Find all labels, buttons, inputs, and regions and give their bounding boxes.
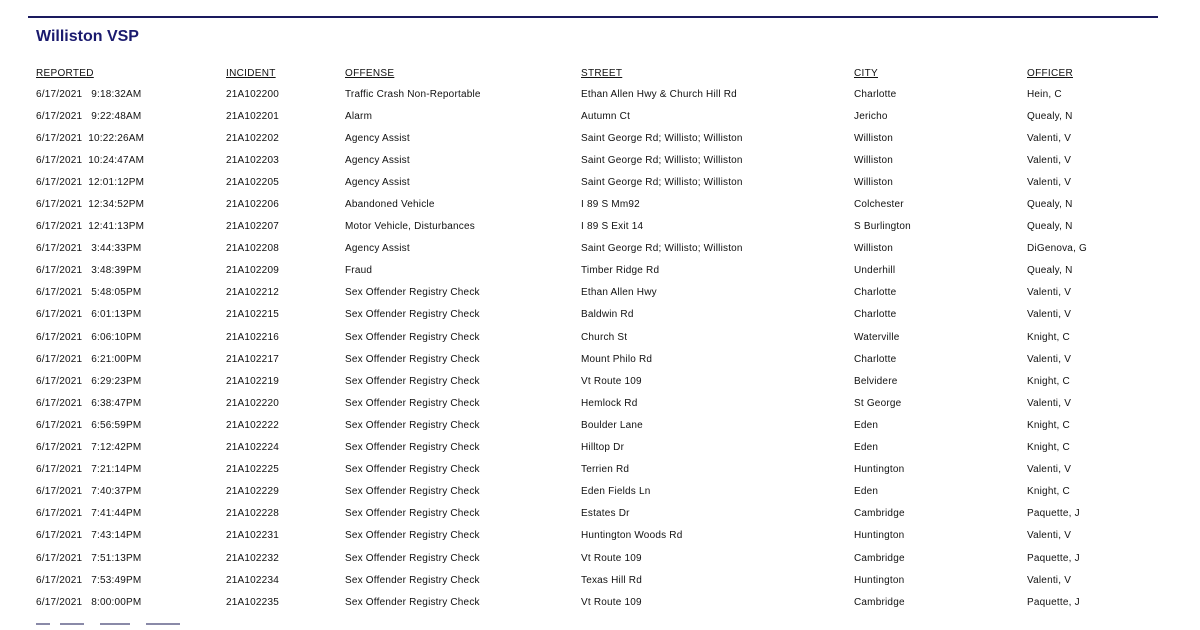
cell-offense: Agency Assist — [345, 132, 410, 144]
cell-city: St George — [854, 397, 902, 409]
cell-officer: Paquette, J — [1027, 552, 1080, 564]
page-edge-fragment — [0, 623, 190, 630]
cell-city: Colchester — [854, 199, 904, 211]
cell-offense: Traffic Crash Non-Reportable — [345, 88, 481, 100]
cell-offense: Agency Assist — [345, 154, 410, 166]
cell-street: Eden Fields Ln — [581, 486, 651, 498]
table-row — [36, 459, 1166, 481]
cell-city: Eden — [854, 419, 879, 431]
cell-offense: Sex Offender Registry Check — [345, 309, 480, 321]
cell-city: Eden — [854, 442, 879, 454]
cell-offense: Agency Assist — [345, 243, 410, 255]
cell-incident: 21A102208 — [226, 243, 279, 255]
cell-officer: Valenti, V — [1027, 530, 1072, 542]
cell-street: Texas Hill Rd — [581, 574, 642, 586]
cell-incident: 21A102224 — [226, 442, 279, 454]
cell-reported: 6/17/2021 10:24:47AM — [36, 154, 145, 166]
cell-officer: Quealy, N — [1027, 110, 1073, 122]
cell-city: Charlotte — [854, 88, 897, 100]
table-row — [36, 193, 1166, 215]
cell-incident: 21A102203 — [226, 154, 279, 166]
cell-incident: 21A102201 — [226, 110, 279, 122]
cell-incident: 21A102217 — [226, 353, 279, 365]
cell-offense: Sex Offender Registry Check — [345, 375, 480, 387]
cell-offense: Sex Offender Registry Check — [345, 596, 480, 608]
cell-officer: Valenti, V — [1027, 464, 1072, 476]
cell-street: Baldwin Rd — [581, 309, 634, 321]
cell-city: Huntington — [854, 530, 905, 542]
cell-reported: 6/17/2021 6:21:00PM — [36, 353, 142, 365]
cell-officer: Quealy, N — [1027, 221, 1073, 233]
cell-incident: 21A102200 — [226, 88, 279, 100]
cell-reported: 6/17/2021 6:06:10PM — [36, 331, 142, 343]
cell-street: Saint George Rd; Willisto; Williston — [581, 176, 743, 188]
header-row — [36, 63, 1166, 83]
column-header-city: CITY — [854, 67, 878, 79]
cell-street: Church St — [581, 331, 628, 343]
cell-street: Timber Ridge Rd — [581, 265, 660, 277]
cell-reported: 6/17/2021 6:01:13PM — [36, 309, 142, 321]
cell-offense: Sex Offender Registry Check — [345, 287, 480, 299]
cell-offense: Sex Offender Registry Check — [345, 530, 480, 542]
cell-street: Vt Route 109 — [581, 596, 642, 608]
table-row — [36, 525, 1166, 547]
table-row — [36, 370, 1166, 392]
cell-offense: Motor Vehicle, Disturbances — [345, 221, 475, 233]
cell-city: Cambridge — [854, 596, 905, 608]
cell-offense: Sex Offender Registry Check — [345, 574, 480, 586]
table-row — [36, 238, 1166, 260]
cell-officer: DiGenova, G — [1027, 243, 1088, 255]
table-row — [36, 591, 1166, 613]
table-row — [36, 326, 1166, 348]
cell-incident: 21A102225 — [226, 464, 279, 476]
column-header-incident: INCIDENT — [226, 67, 276, 79]
cell-street: Estates Dr — [581, 508, 630, 520]
cell-officer: Knight, C — [1027, 419, 1070, 431]
table-row — [36, 171, 1166, 193]
cell-reported: 6/17/2021 3:48:39PM — [36, 265, 142, 277]
cell-reported: 6/17/2021 7:40:37PM — [36, 486, 142, 498]
table-row — [36, 437, 1166, 459]
cell-offense: Sex Offender Registry Check — [345, 508, 480, 520]
cell-street: Saint George Rd; Willisto; Williston — [581, 132, 743, 144]
cell-officer: Valenti, V — [1027, 353, 1072, 365]
cell-officer: Knight, C — [1027, 331, 1070, 343]
cell-officer: Knight, C — [1027, 442, 1070, 454]
cell-city: Charlotte — [854, 309, 897, 321]
cell-reported: 6/17/2021 7:51:13PM — [36, 552, 142, 564]
cell-reported: 6/17/2021 12:34:52PM — [36, 199, 145, 211]
cell-offense: Sex Offender Registry Check — [345, 486, 480, 498]
cell-offense: Alarm — [345, 110, 373, 122]
cell-city: Cambridge — [854, 552, 905, 564]
cell-city: Belvidere — [854, 375, 898, 387]
cell-officer: Valenti, V — [1027, 574, 1072, 586]
cell-street: Ethan Allen Hwy & Church Hill Rd — [581, 88, 737, 100]
table-row — [36, 503, 1166, 525]
table-row — [36, 282, 1166, 304]
table-row — [36, 547, 1166, 569]
cell-city: Waterville — [854, 331, 900, 343]
cell-offense: Sex Offender Registry Check — [345, 331, 480, 343]
cell-reported: 6/17/2021 9:18:32AM — [36, 88, 142, 100]
cell-city: S Burlington — [854, 221, 911, 233]
cell-offense: Abandoned Vehicle — [345, 199, 435, 211]
cell-city: Williston — [854, 154, 894, 166]
cell-street: Autumn Ct — [581, 110, 631, 122]
cell-street: I 89 S Exit 14 — [581, 221, 644, 233]
cell-city: Jericho — [854, 110, 888, 122]
column-header-officer: OFFICER — [1027, 67, 1073, 79]
cell-street: Terrien Rd — [581, 464, 630, 476]
column-header-reported: REPORTED — [36, 67, 94, 79]
table-row — [36, 414, 1166, 436]
cell-incident: 21A102229 — [226, 486, 279, 498]
cell-officer: Paquette, J — [1027, 596, 1080, 608]
cell-street: Ethan Allen Hwy — [581, 287, 657, 299]
cell-city: Cambridge — [854, 508, 905, 520]
cell-incident: 21A102205 — [226, 176, 279, 188]
cell-city: Charlotte — [854, 353, 897, 365]
cell-incident: 21A102234 — [226, 574, 279, 586]
cell-reported: 6/17/2021 12:41:13PM — [36, 221, 145, 233]
cell-offense: Agency Assist — [345, 176, 410, 188]
cell-officer: Valenti, V — [1027, 154, 1072, 166]
column-header-street: STREET — [581, 67, 623, 79]
cell-offense: Sex Offender Registry Check — [345, 397, 480, 409]
cell-city: Underhill — [854, 265, 896, 277]
cell-offense: Sex Offender Registry Check — [345, 464, 480, 476]
cell-street: Huntington Woods Rd — [581, 530, 683, 542]
cell-city: Huntington — [854, 574, 905, 586]
cell-city: Eden — [854, 486, 879, 498]
cell-street: Mount Philo Rd — [581, 353, 653, 365]
cell-street: Hilltop Dr — [581, 442, 625, 454]
cell-reported: 6/17/2021 5:48:05PM — [36, 287, 142, 299]
cell-offense: Sex Offender Registry Check — [345, 419, 480, 431]
cell-incident: 21A102202 — [226, 132, 279, 144]
cell-reported: 6/17/2021 6:29:23PM — [36, 375, 142, 387]
cell-city: Huntington — [854, 464, 905, 476]
cell-incident: 21A102228 — [226, 508, 279, 520]
cell-officer: Valenti, V — [1027, 176, 1072, 188]
table-body — [36, 83, 1166, 613]
column-header-offense: OFFENSE — [345, 67, 395, 79]
cell-reported: 6/17/2021 7:53:49PM — [36, 574, 142, 586]
cell-incident: 21A102206 — [226, 199, 279, 211]
cell-reported: 6/17/2021 7:43:14PM — [36, 530, 142, 542]
table-row — [36, 105, 1166, 127]
cell-officer: Quealy, N — [1027, 265, 1073, 277]
cell-city: Williston — [854, 243, 894, 255]
cell-reported: 6/17/2021 3:44:33PM — [36, 243, 142, 255]
cell-officer: Valenti, V — [1027, 309, 1072, 321]
cell-incident: 21A102231 — [226, 530, 279, 542]
cell-reported: 6/17/2021 6:38:47PM — [36, 397, 142, 409]
table-row — [36, 481, 1166, 503]
cell-reported: 6/17/2021 10:22:26AM — [36, 132, 145, 144]
cell-reported: 6/17/2021 7:21:14PM — [36, 464, 142, 476]
cell-incident: 21A102212 — [226, 287, 279, 299]
table-row — [36, 304, 1166, 326]
report-title: Williston VSP — [36, 28, 139, 45]
cell-incident: 21A102222 — [226, 419, 279, 431]
incident-table — [36, 63, 1166, 613]
cell-offense: Sex Offender Registry Check — [345, 552, 480, 564]
cell-officer: Valenti, V — [1027, 287, 1072, 299]
table-row — [36, 260, 1166, 282]
table-row — [36, 149, 1166, 171]
cell-street: Vt Route 109 — [581, 375, 642, 387]
cell-city: Williston — [854, 176, 894, 188]
cell-reported: 6/17/2021 8:00:00PM — [36, 596, 142, 608]
table-row — [36, 348, 1166, 370]
cell-street: Vt Route 109 — [581, 552, 642, 564]
cell-reported: 6/17/2021 9:22:48AM — [36, 110, 142, 122]
cell-incident: 21A102207 — [226, 221, 279, 233]
cell-incident: 21A102219 — [226, 375, 279, 387]
cell-city: Charlotte — [854, 287, 897, 299]
cell-offense: Sex Offender Registry Check — [345, 442, 480, 454]
cell-offense: Sex Offender Registry Check — [345, 353, 480, 365]
cell-officer: Quealy, N — [1027, 199, 1073, 211]
cell-officer: Hein, C — [1027, 88, 1062, 100]
cell-street: I 89 S Mm92 — [581, 199, 640, 211]
cell-incident: 21A102215 — [226, 309, 279, 321]
cell-street: Saint George Rd; Willisto; Williston — [581, 243, 743, 255]
cell-reported: 6/17/2021 6:56:59PM — [36, 419, 142, 431]
top-rule — [28, 16, 1158, 18]
cell-officer: Valenti, V — [1027, 397, 1072, 409]
cell-city: Williston — [854, 132, 894, 144]
table-row — [36, 392, 1166, 414]
cell-officer: Valenti, V — [1027, 132, 1072, 144]
cell-incident: 21A102220 — [226, 397, 279, 409]
cell-officer: Knight, C — [1027, 486, 1070, 498]
cell-incident: 21A102235 — [226, 596, 279, 608]
table-row — [36, 127, 1166, 149]
table-row — [36, 216, 1166, 238]
table-row — [36, 569, 1166, 591]
cell-officer: Paquette, J — [1027, 508, 1080, 520]
cell-reported: 6/17/2021 7:12:42PM — [36, 442, 142, 454]
cell-incident: 21A102209 — [226, 265, 279, 277]
cell-incident: 21A102216 — [226, 331, 279, 343]
cell-incident: 21A102232 — [226, 552, 279, 564]
cell-street: Boulder Lane — [581, 419, 643, 431]
cell-officer: Knight, C — [1027, 375, 1070, 387]
cell-offense: Fraud — [345, 265, 373, 277]
cell-street: Saint George Rd; Willisto; Williston — [581, 154, 743, 166]
table-row — [36, 83, 1166, 105]
cell-reported: 6/17/2021 12:01:12PM — [36, 176, 145, 188]
cell-street: Hemlock Rd — [581, 397, 638, 409]
cell-reported: 6/17/2021 7:41:44PM — [36, 508, 142, 520]
